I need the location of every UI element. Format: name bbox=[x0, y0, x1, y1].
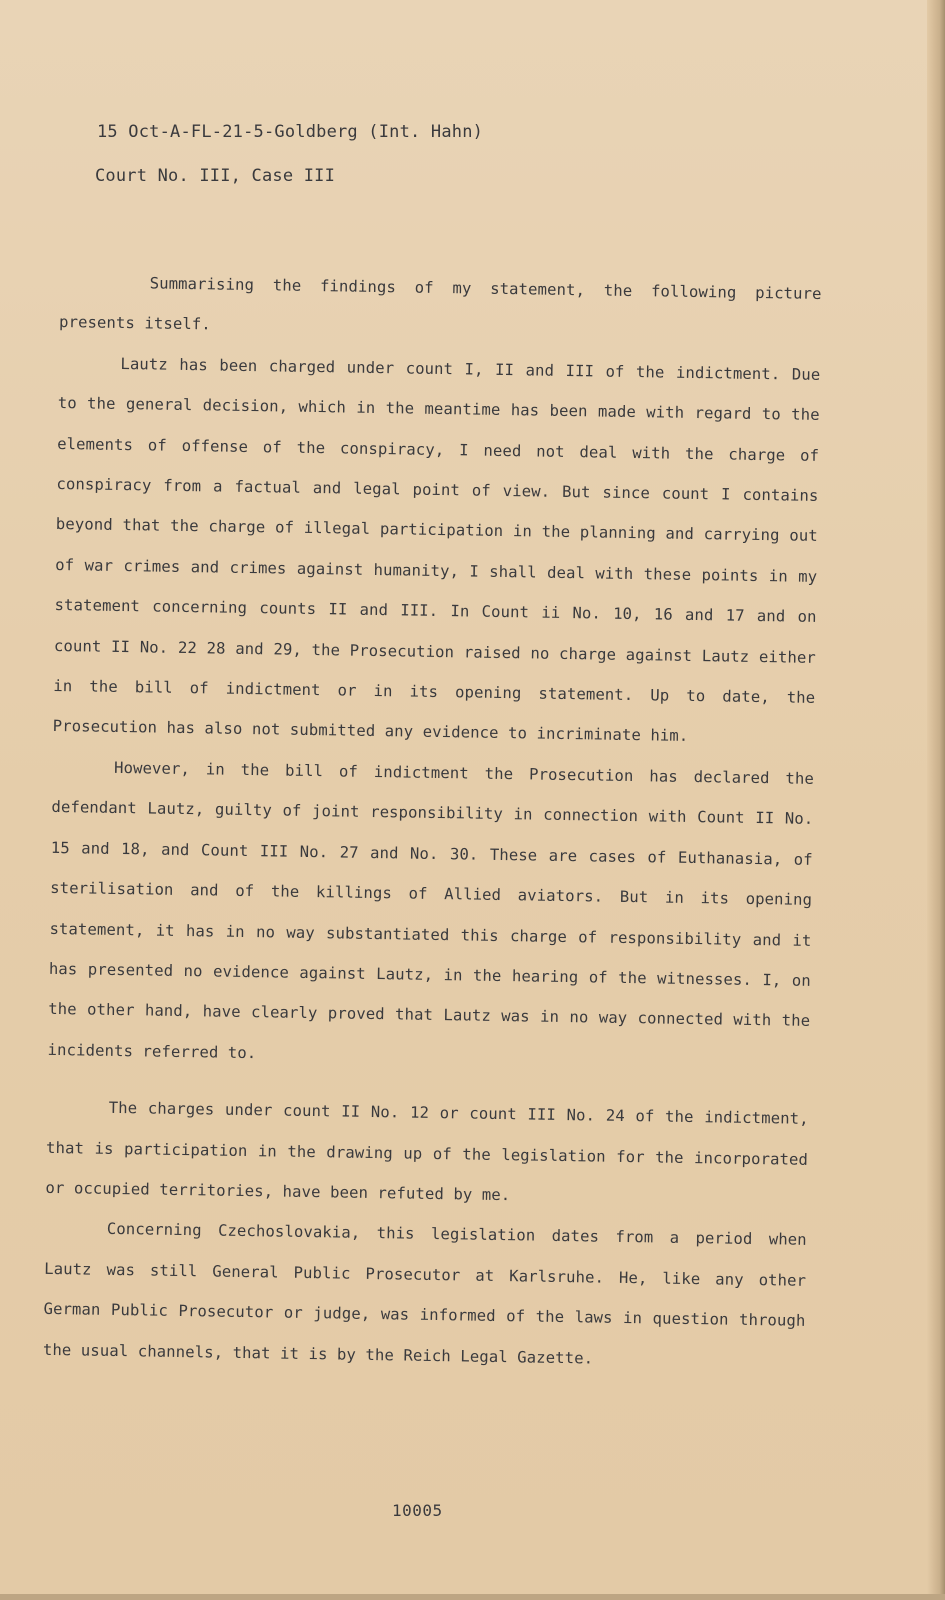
paper-edge-right bbox=[927, 0, 945, 1600]
document-body bbox=[43, 262, 822, 1382]
paragraph-legislation: The charges under count II No. 12 or count III No. 24 of the indictment, that is participation in the drawing up of the legislation for the incorporated or occupied territories, have been refuted by me. bbox=[45, 1098, 809, 1205]
page-number: 10005 bbox=[392, 1501, 443, 1520]
reference-line: 15 Oct-A-FL-21-5-Goldberg (Int. Hahn) bbox=[97, 122, 484, 142]
paragraph-summary: Summarising the findings of my statement, the following picture presents itself. bbox=[58, 274, 822, 334]
paragraph-czechoslovakia: Concerning Czechoslovakia, this legislation dates from a period when Lautz was still General Public Prosecutor at Karlsruhe. He, like any other German Public Prosecutor or judge, was informed of the laws in question through the usual channels, that it is by the Reich Legal Gazette. bbox=[42, 1220, 807, 1368]
court-line: Court No. III, Case III bbox=[95, 166, 336, 186]
paper-edge-bottom bbox=[0, 1594, 945, 1600]
paragraph-charges: Lautz has been charged under count I, II and III of the indictment. Due to the general decision, which in the meantime has been made with regard to the elements of offense of the conspiracy, I need not deal with the charge of conspiracy from a factual and legal point of view. But since count I contains beyond that the charge of illegal participation in the planning and carrying out of war crimes and crimes against humanity, I shall deal with these points in my statement concerning counts II and III. In Count ii No. 10, 16 and 17 and on count II No. 22 28 and 29, the Prosecution raised no charge against Lautz either in the bill of indictment or in its opening statement. Up to date, the Prosecution has also not submitted any evidence to incriminate him. bbox=[52, 354, 821, 746]
paragraph-responsibility: However, in the bill of indictment the Prosecution has declared the defendant Lautz, guilty of joint responsibility in connection with Count II No. 15 and 18, and Count III No. 27 and No. 30. These are cases of Euthanasia, of sterilisation and of the killings of Allied aviators. But in its opening statement, it has in no way substantiated this charge of responsibility and it has presented no evidence against Lautz, in the hearing of the witnesses. I, on the other hand, have clearly proved that Lautz was in no way connected with the incidents referred to. bbox=[47, 758, 815, 1062]
